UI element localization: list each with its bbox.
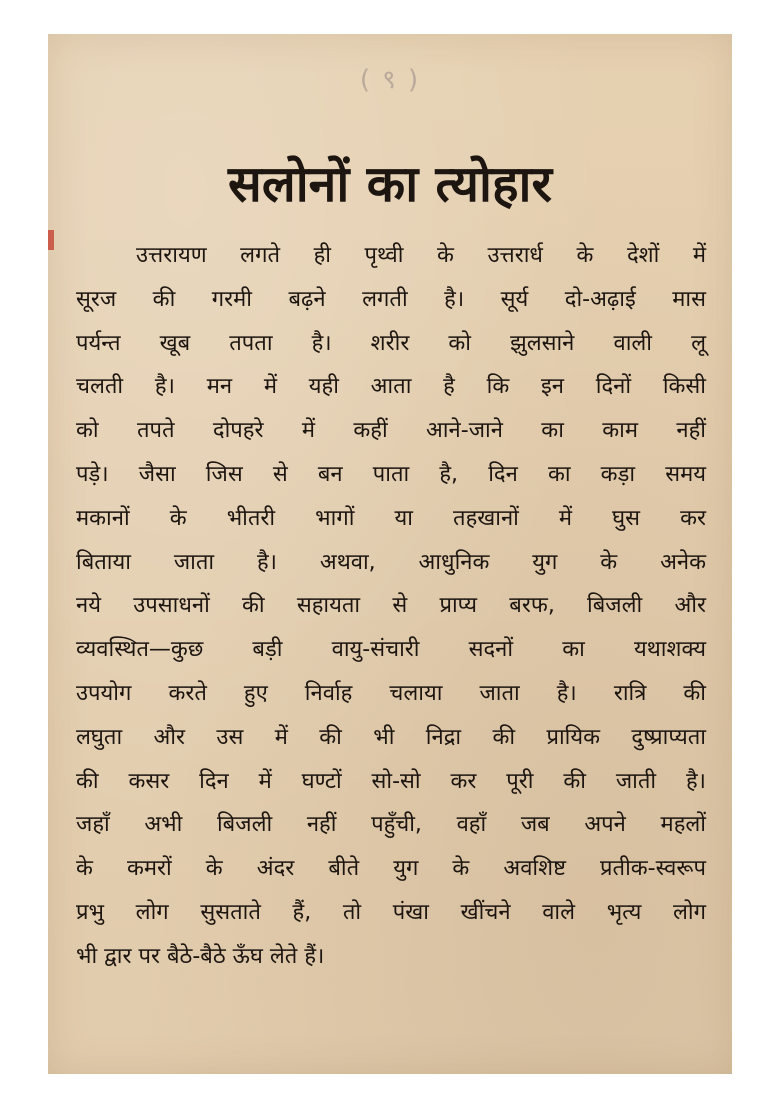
chapter-title: सलोनों का त्योहार bbox=[228, 155, 552, 213]
text-line: के कमरों के अंदर बीते युग के अवशिष्ट प्रतीक-स्वरूप bbox=[76, 856, 706, 882]
text-line: पड़े। जैसा जिस से बन पाता है, दिन का कड़ा समय bbox=[76, 461, 706, 487]
text-line: उत्तरायण लगते ही पृथ्वी के उत्तरार्ध के देशों में bbox=[136, 243, 706, 268]
text-line: भी द्वार पर बैठे-बैठे ऊँघ लेते हैं। bbox=[76, 943, 325, 969]
text-line: मकानों के भीतरी भागों या तहखानों में घुस कर bbox=[76, 505, 706, 531]
text-line: चलती है। मन में यही आता है कि इन दिनों किसी bbox=[76, 374, 706, 400]
body-paragraph bbox=[76, 234, 706, 979]
text-line: व्यवस्थित—कुछ बड़ी वायु-संचारी सदनों का यथाशक्य bbox=[76, 637, 706, 663]
page-edge-mark bbox=[48, 230, 54, 250]
book-page bbox=[48, 34, 732, 1074]
page-number: ( ९ ) bbox=[359, 65, 421, 95]
text-line: उपयोग करते हुए निर्वाह चलाया जाता है। रात्रि की bbox=[76, 680, 706, 706]
text-line: पर्यन्त खूब तपता है। शरीर को झुलसाने वाली लू bbox=[76, 330, 706, 356]
text-line: की कसर दिन में घण्टों सो-सो कर पूरी की जाती है। bbox=[76, 768, 706, 794]
text-line: प्रभु लोग सुसताते हैं, तो पंखा खींचने वाले भृत्य लोग bbox=[76, 899, 706, 925]
text-line: जहाँ अभी बिजली नहीं पहुँची, वहाँ जब अपने महलों bbox=[76, 812, 706, 838]
text-line: लघुता और उस में की भी निद्रा की प्रायिक दुष्प्राप्यता bbox=[76, 724, 706, 750]
text-line: को तपते दोपहरे में कहीं आने-जाने का काम नहीं bbox=[76, 418, 706, 444]
text-line: सूरज की गरमी बढ़ने लगती है। सूर्य दो-अढ़ाई मास bbox=[76, 286, 706, 312]
text-line: नये उपसाधनों की सहायता से प्राप्य बरफ, बिजली और bbox=[76, 593, 706, 619]
text-line: बिताया जाता है। अथवा, आधुनिक युग के अनेक bbox=[76, 549, 706, 575]
